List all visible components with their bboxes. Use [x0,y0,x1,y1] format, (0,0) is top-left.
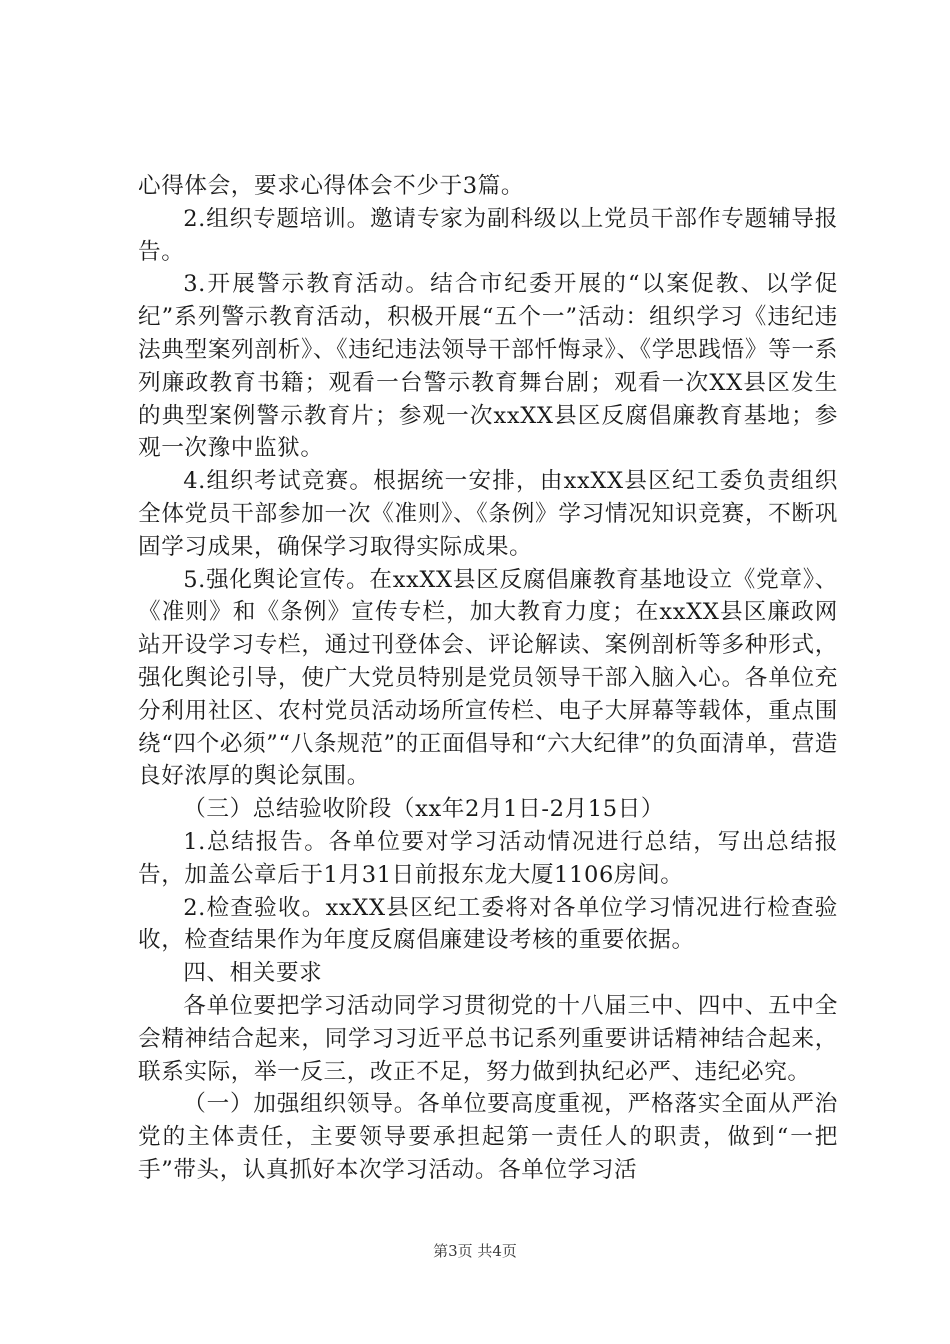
paragraph-item-5-publicity: 5.强化舆论宣传。在xxXX县区反腐倡廉教育基地设立《党章》、《准则》和《条例》宣传专栏，加大教育力度；在xxXX县区廉政网站开设学习专栏，通过刊登体会、评论解读、案例剖析等多种形式，强化舆论引导，使广大党员特别是党员领导干部入脑入心。各单位充分利用社区、农村党员活动场所宣传栏、电子大屏幕等载体，重点围绕“四个必须”“八条规范”的正面倡导和“六大纪律”的负面清单，营造良好浓厚的舆论氛围。 [138,566,838,790]
paragraph-summary-report: 1.总结报告。各单位要对学习活动情况进行总结，写出总结报告，加盖公章后于1月31日前报东龙大厦1106房间。 [138,828,838,888]
paragraph-item-3-warning-education: 3.开展警示教育活动。结合市纪委开展的“以案促教、以学促纪”系列警示教育活动，积极开展“五个一”活动：组织学习《违纪违法典型案列剖析》、《违纪违法领导干部忏悔录》、《学思践悟》等一系列廉政教育书籍；观看一台警示教育舞台剧；观看一次XX县区发生的典型案例警示教育片；参观一次xxXX县区反腐倡廉教育基地；参观一次豫中监狱。 [138,271,838,462]
paragraph-item-4-competition: 4.组织考试竞赛。根据统一安排，由xxXX县区纪工委负责组织全体党员干部参加一次《准则》、《条例》学习情况知识竞赛，不断巩固学习成果，确保学习取得实际成果。 [138,468,838,560]
paragraph-leadership: （一）加强组织领导。各单位要高度重视，严格落实全面从严治党的主体责任，主要领导要承担起第一责任人的职责，做到“一把手”带头，认真抓好本次学习活动。各单位学习活 [138,1091,838,1183]
paragraph-continuation: 心得体会，要求心得体会不少于3篇。 [138,173,525,199]
paragraph-item-2-training: 2.组织专题培训。邀请专家为副科级以上党员干部作专题辅导报告。 [138,205,838,265]
document-body [138,170,838,1187]
section-heading-requirements: 四、相关要求 [183,960,323,987]
section-heading-summary-stage: （三）总结验收阶段（xx年2月1日-2月15日） [183,796,665,823]
page-footer: 第3页 共4页 [433,1242,517,1260]
paragraph-inspection: 2.检查验收。xxXX县区纪工委将对各单位学习情况进行检查验收，检查结果作为年度反腐倡廉建设考核的重要依据。 [138,894,838,954]
paragraph-requirements-intro: 各单位要把学习活动同学习贯彻党的十八届三中、四中、五中全会精神结合起来，同学习习近平总书记系列重要讲话精神结合起来，联系实际，举一反三，改正不足，努力做到执纪必严、违纪必究。 [138,992,838,1085]
